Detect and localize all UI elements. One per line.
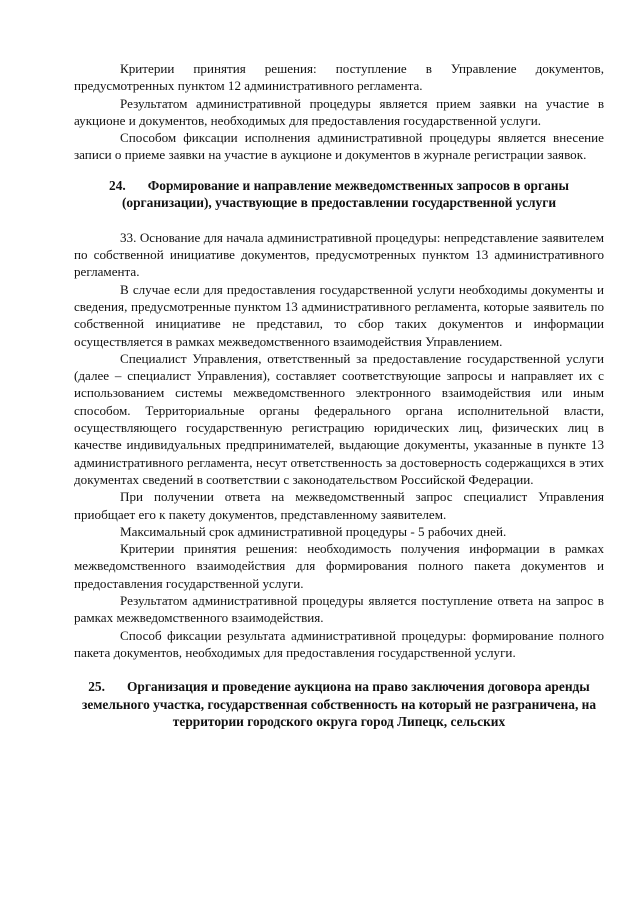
section-25-number: 25. — [88, 679, 105, 695]
paragraph-response-attach: При получении ответа на межведомственный запрос специалист Управления приобщает его к пакету документов, представленному заявителем. — [74, 489, 604, 522]
paragraph-result-fixation: Способ фиксации результата административной процедуры: формирование полного пакета документов, необходимых для предоставления государственной услуги. — [74, 627, 604, 660]
section-24-number: 24. — [109, 177, 126, 193]
paragraph-documents-collection: В случае если для предоставления государственной услуги необходимы документы и сведения, предусмотренные пунктом 13 административного регламента, которые заявитель по собственной инициативе не представил, то сбор таких документов и информации осуществляется в рамках межведомственного взаимодействия Управлением. — [74, 281, 604, 349]
paragraph-criteria: Критерии принятия решения: поступление в Управление документов, предусмотренных пунктом 12 административного регламента. — [74, 61, 604, 94]
paragraph-fixation: Способом фиксации исполнения административной процедуры является внесение записи о приеме заявки на участие в аукционе и документов в журнале регистрации заявок. — [74, 130, 604, 163]
section-24-heading — [74, 177, 604, 212]
document-page — [74, 60, 604, 731]
paragraph-decision-criteria: Критерии принятия решения: необходимость получения информации в рамках межведомственного взаимодействия для формирования полного пакета документов и предоставления государственной услуги. — [74, 541, 604, 591]
paragraph-max-term: Максимальный срок административной процедуры - 5 рабочих дней. — [120, 523, 507, 539]
section-25-heading — [74, 678, 604, 731]
paragraph-result: Результатом административной процедуры является прием заявки на участие в аукционе и документов, необходимых для предоставления государственной услуги. — [74, 95, 604, 128]
paragraph-procedure-result: Результатом административной процедуры является поступление ответа на запрос в рамках межведомственного взаимодействия. — [74, 593, 604, 626]
section-25-title: Организация и проведение аукциона на право заключения договора аренды земельного участка, государственная собственность на который не разграничена, на территории городского округа город Липецк, сельских — [81, 679, 597, 730]
paragraph-33-basis: 33. Основание для начала административной процедуры: непредставление заявителем по собственной инициативе документов, предусмотренных пунктом 13 административного регламента. — [74, 229, 604, 280]
section-24-title: Формирование и направление межведомственных запросов в органы (организации), участвующие в предоставлении государственной услуги — [121, 177, 569, 211]
paragraph-specialist-requests: Специалист Управления, ответственный за предоставление государственной услуги (далее – специалист Управления), составляет соответствующие запросы и направляет их с использованием системы межведомственного электронного взаимодействия или иным способом. Территориальные органы федерального органа исполнительной власти, осуществляющего государственную регистрацию юридических лиц, физических лиц в качестве индивидуальных предпринимателей, выдающие документы, указанные в пункте 13 административного регламента, несут ответственность за достоверность содержащихся в этих документах сведений в соответствии с законодательством Российской Федерации. — [74, 350, 604, 487]
